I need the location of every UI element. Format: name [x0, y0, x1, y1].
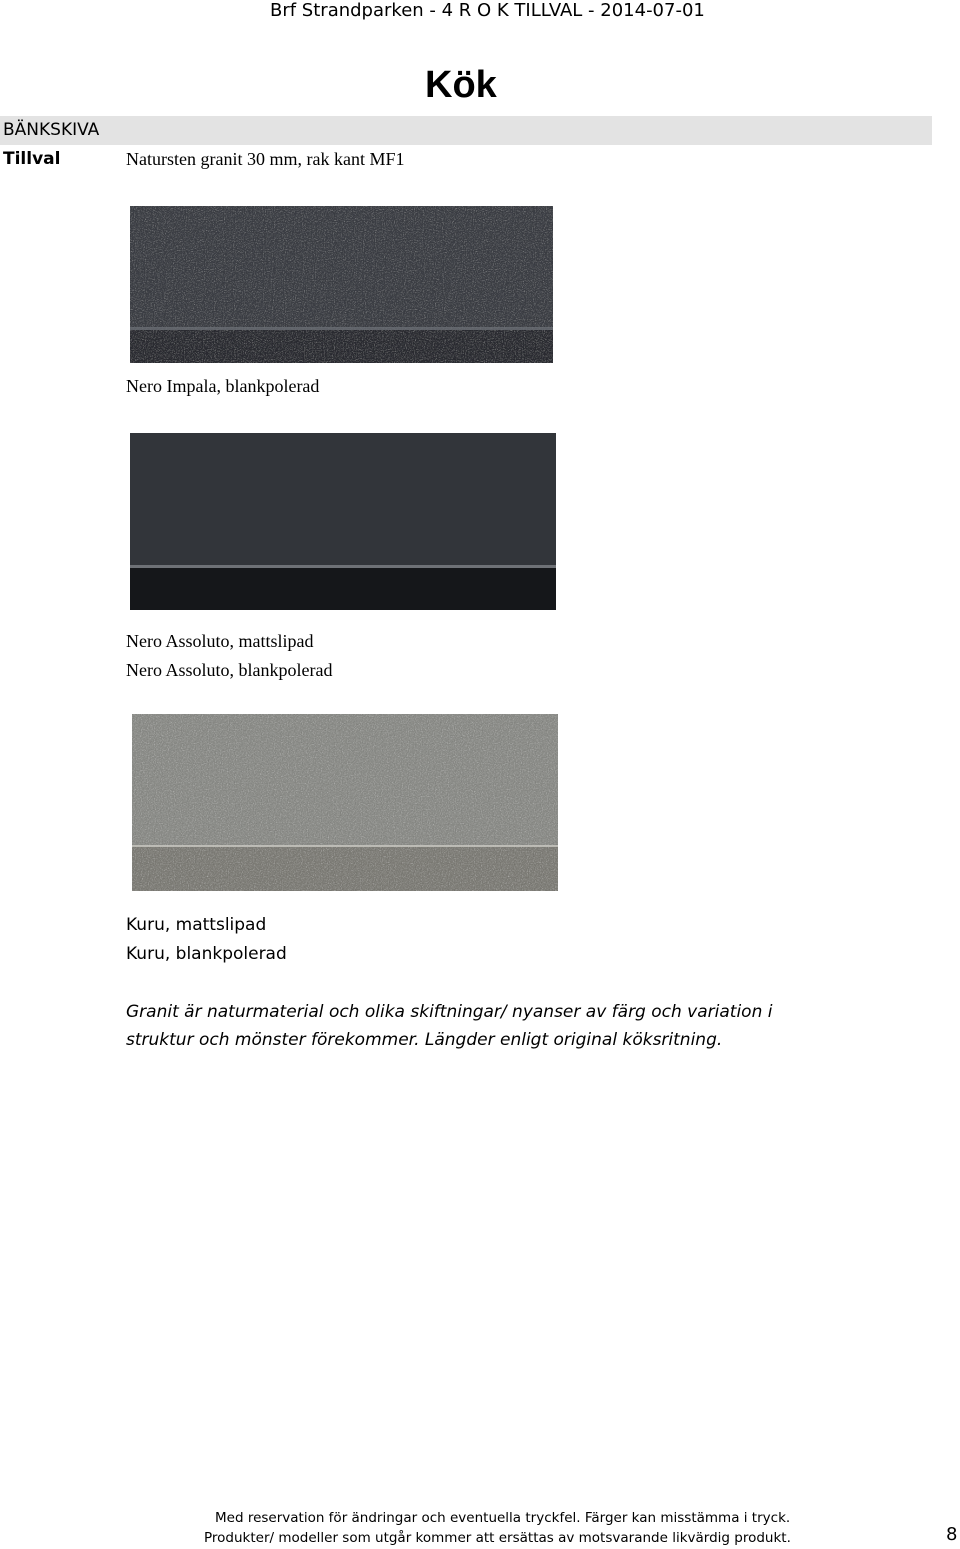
category-label: BÄNKSKIVA [3, 120, 100, 140]
tillval-label: Tillval [3, 149, 61, 169]
sample-image-nero-impala [130, 206, 553, 363]
document-header-title: Brf Strandparken - 4 R O K TILLVAL - 2014-07-01 [270, 0, 705, 21]
tillval-value: Natursten granit 30 mm, rak kant MF1 [126, 149, 405, 169]
footer-disclaimer-line-1: Med reservation för ändringar och eventuella tryckfel. Färger kan misstämma i tryck. [215, 1510, 791, 1526]
option-label-1: Nero Impala, blankpolerad [126, 376, 320, 396]
sample-image-kuru [132, 714, 558, 891]
option-label-2b: Nero Assoluto, blankpolerad [126, 660, 333, 680]
page-number: 8 [946, 1524, 958, 1545]
section-title: Kök [425, 64, 497, 106]
sample-image-nero-assoluto [130, 433, 556, 610]
option-label-3b: Kuru, blankpolerad [126, 944, 287, 964]
category-band [0, 116, 932, 145]
material-note: Granit är naturmaterial och olika skiftningar/ nyanser av färg och variation i struktur och mönster förekommer. Längder enligt original köksritning. [126, 1002, 773, 1050]
option-label-3a: Kuru, mattslipad [126, 915, 267, 935]
option-label-2a: Nero Assoluto, mattslipad [126, 631, 314, 651]
footer-disclaimer-line-2: Produkter/ modeller som utgår kommer att ersättas av motsvarande likvärdig produkt. [204, 1530, 791, 1546]
